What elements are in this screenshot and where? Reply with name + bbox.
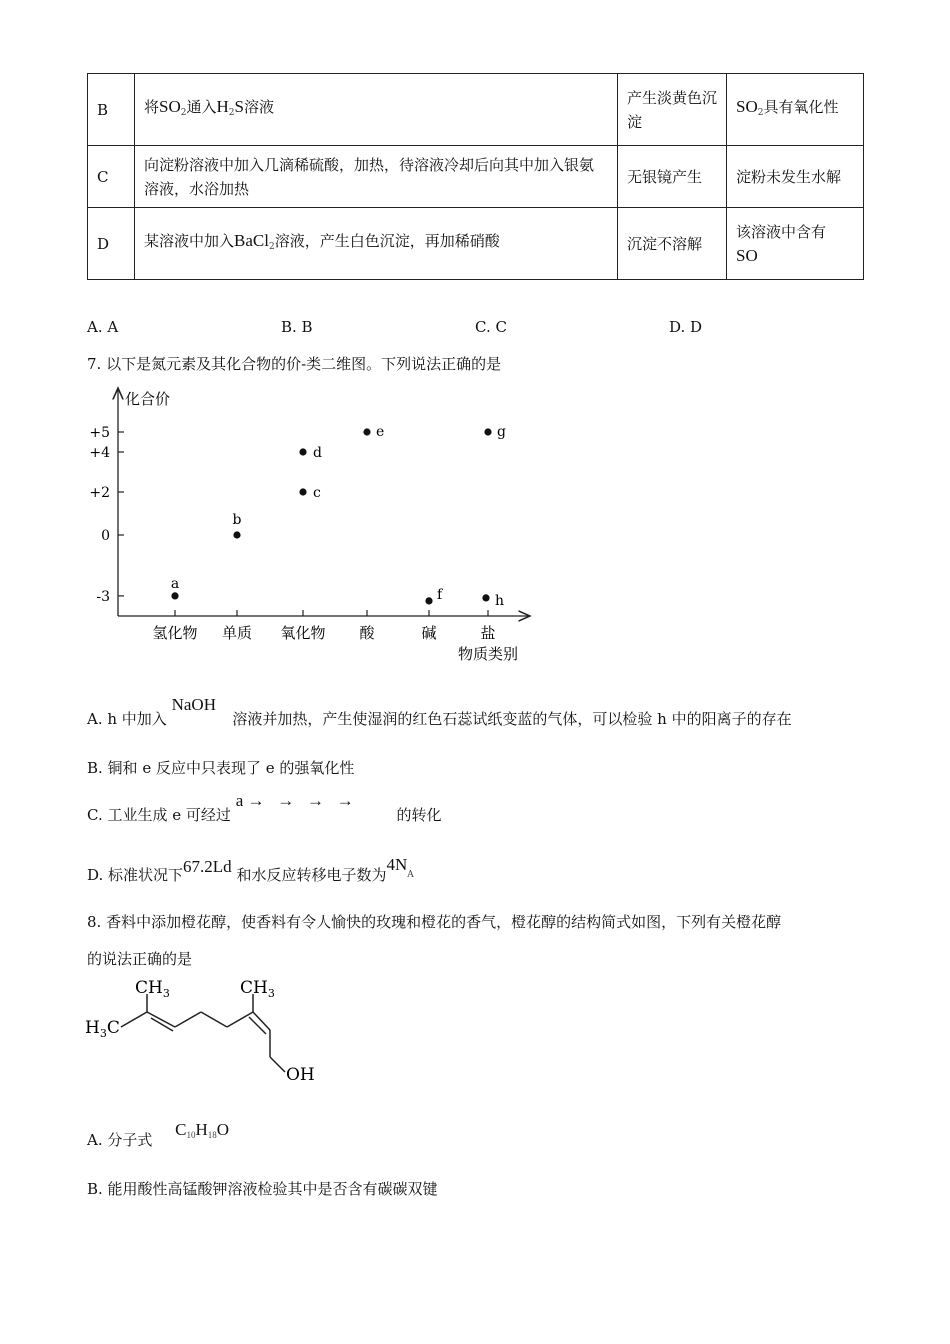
phenomenon-cell: 产生淡黄色沉淀 [618, 74, 727, 146]
x-axis-label: 物质类别 [458, 645, 519, 663]
point-label-c: c [313, 485, 321, 501]
experiment-table [87, 73, 864, 280]
option-d[interactable]: D. D [669, 318, 703, 336]
point-g [484, 428, 491, 435]
point-a [171, 592, 178, 599]
q8-stem-line1: 8. 香料中添加橙花醇，使香料有令人愉快的玫瑰和橙花的香气，橙花醇的结构简式如图，下列有关橙花醇 [87, 913, 782, 931]
x-tick-label: 单质 [221, 624, 253, 642]
point-label-h: h [495, 592, 505, 609]
x-tick-label: 氢化物 [152, 624, 198, 642]
x-tick-label: 酸 [359, 624, 375, 642]
point-c [299, 488, 306, 495]
y-tick-label: +2 [89, 485, 110, 501]
nerol-structure [80, 972, 340, 1092]
q7-option-c[interactable]: C. 工业生成 e 可经过 a → → → → 的转化 [87, 791, 442, 824]
conclusion-cell: 淀粉未发生水解 [727, 146, 864, 208]
conclusion-cell: $SO_2$具有氧化性 [727, 74, 864, 146]
q7-option-a[interactable]: A. h 中加入 NaOH 溶液并加热，产生使湿润的红色石蕊试纸变蓝的气体，可以检验 h 中的阳离子的存在 [87, 695, 792, 728]
table-row [88, 74, 864, 146]
y-tick-label: -3 [96, 588, 110, 605]
operation-cell: 向淀粉溶液中加入几滴稀硫酸，加热，待溶液冷却后向其中加入银氨溶液，水浴加热 [135, 146, 618, 208]
hydroxyl-label: OH [286, 1065, 315, 1085]
row-label: C [88, 146, 135, 208]
point-label-g: g [497, 424, 506, 440]
valence-class-chart [80, 380, 550, 670]
x-tick-label: 碱 [421, 624, 437, 642]
point-b [233, 531, 240, 538]
option-c[interactable]: C. C [475, 318, 507, 336]
x-tick-label: 氧化物 [280, 624, 326, 642]
y-tick-label: +5 [89, 425, 110, 441]
point-label-a: a [170, 575, 180, 592]
q7-option-d[interactable]: D. 标准状况下67.2Ld 和水反应转移电子数为$4N^A$ [87, 855, 414, 884]
table-row [88, 146, 864, 208]
y-tick-label: 0 [101, 528, 110, 544]
conclusion-cell: 该溶液中含有 SO [727, 208, 864, 280]
phenomenon-cell: 无银镜产生 [618, 146, 727, 208]
point-label-d: d [313, 445, 322, 461]
q7-stem: 7. 以下是氮元素及其化合物的价-类二维图。下列说法正确的是 [87, 355, 502, 373]
q7-option-b[interactable]: B. 铜和 e 反应中只表现了 e 的强氧化性 [87, 759, 355, 777]
option-b[interactable]: B. B [281, 318, 313, 336]
table-row [88, 208, 864, 280]
point-e [363, 428, 370, 435]
point-h [482, 594, 489, 601]
point-label-b: b [232, 512, 242, 528]
phenomenon-cell: 沉淀不溶解 [618, 208, 727, 280]
point-f [425, 597, 432, 604]
methyl-label-2: $CH_3$ [240, 978, 275, 1000]
point-label-e: e [376, 424, 385, 440]
x-tick-label: 盐 [480, 624, 496, 642]
formula: SO [159, 96, 181, 116]
point-d [299, 448, 306, 455]
q8-stem-line2: 的说法正确的是 [87, 950, 193, 968]
point-label-f: f [437, 586, 443, 603]
terminal-methyl-label: $H_3C$ [85, 1018, 120, 1040]
q8-option-b[interactable]: B. 能用酸性高锰酸钾溶液检验其中是否含有碳碳双键 [87, 1180, 438, 1198]
row-label: D [88, 208, 135, 280]
row-label: B [88, 74, 135, 146]
q8-option-a[interactable]: A. 分子式 $C_{10}H_{18}O$ [87, 1120, 230, 1149]
operation-cell: 某溶液中加入BaCl$_2$溶液，产生白色沉淀，再加稀硝酸 [135, 208, 618, 280]
option-a[interactable]: A. A [87, 318, 119, 336]
y-axis-label: 化合价 [125, 390, 171, 408]
methyl-label-1: $CH_3$ [135, 978, 170, 1000]
operation-cell: 将$SO_2$通入$H_2S$溶液 [135, 74, 618, 146]
y-tick-label: +4 [89, 445, 110, 461]
